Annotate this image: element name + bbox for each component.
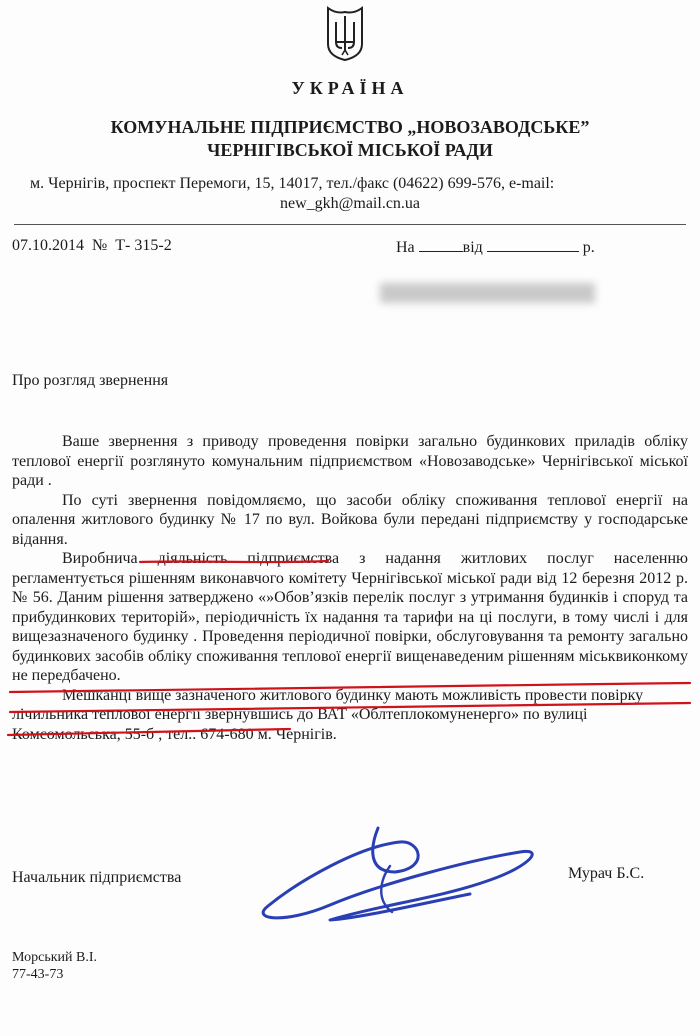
letter-number: Т- 315-2	[115, 237, 172, 254]
address-line: м. Чернігів, проспект Перемоги, 15, 14017, тел./факс (04622) 699-576, e-mail:	[30, 175, 555, 192]
red-underline-mark	[140, 561, 328, 562]
year-suffix: р.	[582, 239, 595, 256]
on-label: На	[396, 239, 415, 256]
signer-title: Начальник підприємства	[12, 869, 182, 886]
red-underline-mark	[8, 729, 290, 735]
letter-subject: Про розгляд звернення	[12, 372, 169, 389]
red-underline-mark	[10, 683, 690, 692]
from-label: від	[462, 239, 483, 256]
number-sign: №	[92, 237, 108, 254]
body-paragraph: Мешканці вище зазначеного житлового будинку мають можливість провести повірку лічильника теплової енергії звернувшись до ВАТ «Облтеплокомуненерго» по вулиці Комсомольська, 55-б , тел.. 674-680 м. Чернігів.	[12, 686, 644, 743]
letter-date: 07.10.2014	[12, 237, 84, 254]
body-paragraph: Виробнича діяльність підприємства з надання житлових послуг населенню регламентується рішенням виконавчого комітету Чернігівської міської ради від 12 березня 2012 р. № 56. Даним рішення затверджено «»Обов’язків перелік послуг з утримання будинків і споруд та прибудинкових територій», періодичність їх надання та тарифи на ці послуги, в тому числі і для вищезазначеного будинку . Проведення періодичної повірки, обслуговування та ремонту загально будинкових засобів обліку споживання теплової енергії вищенаведеним рішенням міськвиконкому не передбачено.	[12, 550, 688, 684]
country-heading: УКРАЇНА	[291, 78, 409, 98]
organization-council: ЧЕРНІГІВСЬКОЇ МІСЬКОЇ РАДИ	[207, 140, 493, 160]
body-paragraph: По суті звернення повідомляємо, що засоби обліку споживання теплової енергії на опалення житлового будинку № 17 по вул. Войкова були передані підприємству у господарське відання.	[12, 491, 688, 548]
body-paragraph: Ваше звернення з приводу проведення повірки загально будинкових приладів обліку теплової енергії розглянуто комунальним підприємством «Новозаводське» Чернігівської міської ради .	[12, 433, 688, 489]
executor-phone: 77-43-73	[12, 967, 64, 982]
executor-name: Морський В.І.	[12, 950, 97, 965]
signer-name: Мурач Б.С.	[568, 865, 645, 882]
red-underline-mark	[10, 703, 690, 712]
email-line: new_gkh@mail.cn.ua	[279, 195, 421, 212]
organization-name: КОМУНАЛЬНЕ ПІДПРИЄМСТВО „НОВОЗАВОДСЬКЕ”	[110, 117, 590, 137]
signature-mark	[263, 828, 532, 920]
